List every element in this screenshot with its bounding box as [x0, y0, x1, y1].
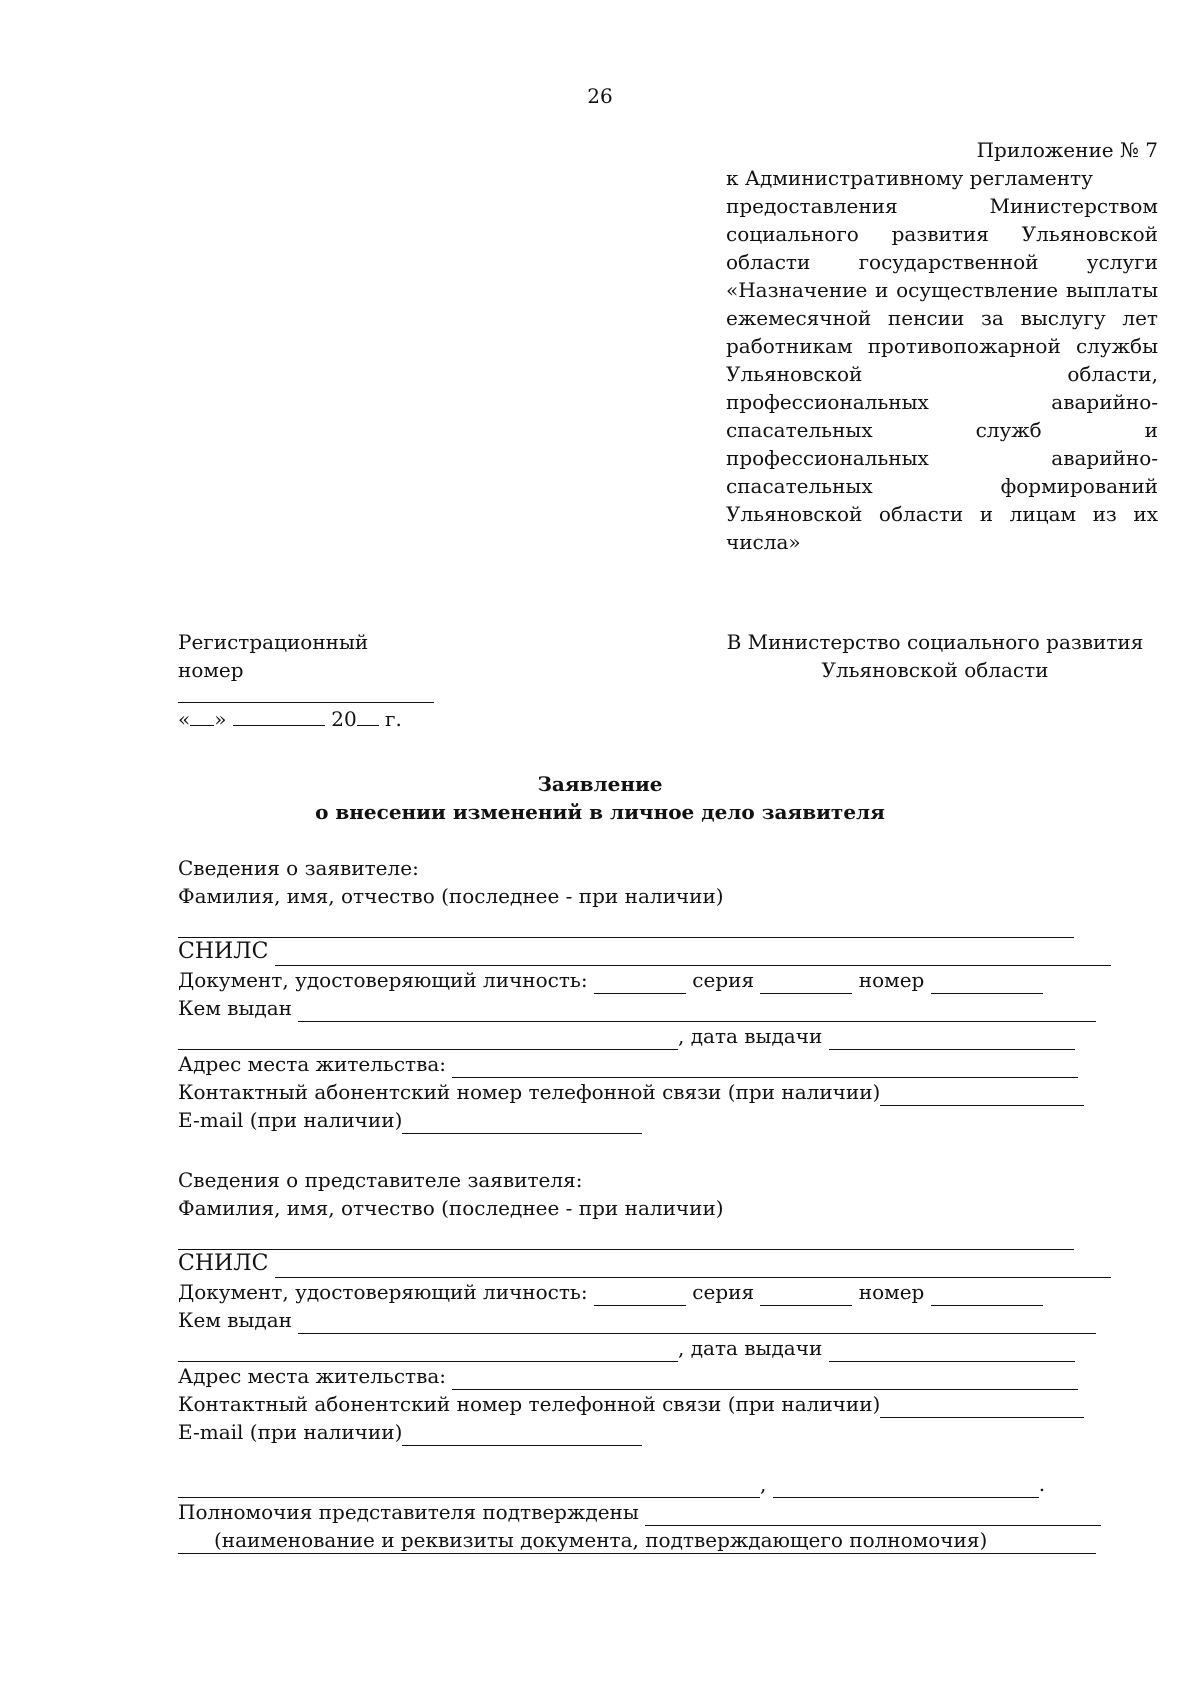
applicant-doc-label: Документ, удостоверяющий личность:	[178, 968, 588, 992]
applicant-series-field[interactable]	[760, 971, 852, 994]
applicant-doc-type-field[interactable]	[594, 971, 686, 994]
document-heading	[0, 770, 1200, 826]
representative-fio-label: Фамилия, имя, отчество (последнее - при наличии)	[178, 1196, 724, 1220]
date-open-quote: «	[178, 707, 191, 731]
heading-line-2: о внесении изменений в личное дело заявителя	[315, 800, 885, 824]
representative-snils-label: СНИЛС	[178, 1251, 269, 1276]
appendix-block	[726, 136, 1158, 556]
month-field[interactable]	[233, 703, 325, 726]
addressee-block	[700, 628, 1170, 684]
representative-issue-date-label: , дата выдачи	[678, 1336, 823, 1360]
authority-confirmed-label: Полномочия представителя подтверждены	[178, 1500, 639, 1524]
applicant-issued-by-field-2[interactable]	[178, 1027, 678, 1050]
day-field[interactable]	[190, 703, 214, 726]
applicant-address-field[interactable]	[452, 1055, 1078, 1078]
page-number: 26	[587, 84, 613, 108]
registration-label: Регистрационный номер	[178, 630, 369, 682]
applicant-snils-field[interactable]	[275, 943, 1111, 966]
representative-issued-by-label: Кем выдан	[178, 1308, 292, 1332]
representative-phone-label: Контактный абонентский номер телефонной связи (при наличии)	[178, 1392, 881, 1416]
authority-comma: ,	[760, 1472, 767, 1496]
authority-document-field[interactable]	[645, 1503, 1101, 1526]
year-field[interactable]	[357, 703, 379, 726]
applicant-section-title: Сведения о заявителе:	[178, 856, 419, 880]
authority-period: .	[1038, 1472, 1046, 1496]
authority-field-1[interactable]	[178, 1475, 760, 1498]
representative-phone-field[interactable]	[880, 1395, 1084, 1418]
date-close-quote: »	[214, 707, 227, 731]
representative-issued-by-field[interactable]	[298, 1311, 1096, 1334]
applicant-number-label: номер	[858, 968, 925, 992]
representative-snils-field[interactable]	[275, 1255, 1111, 1278]
representative-address-field[interactable]	[452, 1367, 1078, 1390]
applicant-issued-by-label: Кем выдан	[178, 996, 292, 1020]
appendix-body	[726, 164, 1158, 556]
year-suffix: г.	[385, 707, 402, 731]
representative-section-title: Сведения о представителе заявителя:	[178, 1168, 583, 1192]
registration-block	[178, 628, 438, 733]
applicant-email-label: E-mail (при наличии)	[178, 1108, 403, 1132]
applicant-series-label: серия	[692, 968, 755, 992]
addressee-line-1: В Министерство социального развития	[726, 630, 1144, 654]
authority-caption: (наименование и реквизиты документа, подтверждающего полномочия)	[214, 1528, 988, 1552]
applicant-phone-field[interactable]	[880, 1083, 1084, 1106]
representative-doc-label: Документ, удостоверяющий личность:	[178, 1280, 588, 1304]
representative-email-field[interactable]	[402, 1423, 642, 1446]
authority-document-field-2[interactable]	[178, 1553, 1096, 1554]
representative-issue-date-field[interactable]	[829, 1339, 1075, 1362]
applicant-issue-date-field[interactable]	[829, 1027, 1075, 1050]
representative-series-field[interactable]	[760, 1283, 852, 1306]
applicant-email-field[interactable]	[402, 1111, 642, 1134]
appendix-title: Приложение № 7	[976, 138, 1158, 162]
representative-number-label: номер	[858, 1280, 925, 1304]
representative-fio-field[interactable]	[178, 1227, 1074, 1250]
applicant-fio-label: Фамилия, имя, отчество (последнее - при наличии)	[178, 884, 724, 908]
representative-issued-by-field-2[interactable]	[178, 1339, 678, 1362]
applicant-section	[178, 854, 1118, 1134]
authority-section	[178, 1470, 1118, 1554]
representative-series-label: серия	[692, 1280, 755, 1304]
applicant-address-label: Адрес места жительства:	[178, 1052, 447, 1076]
applicant-phone-label: Контактный абонентский номер телефонной связи (при наличии)	[178, 1080, 881, 1104]
representative-number-field[interactable]	[931, 1283, 1043, 1306]
registration-date	[178, 703, 438, 733]
applicant-issue-date-label: , дата выдачи	[678, 1024, 823, 1048]
registration-number-field[interactable]	[178, 684, 434, 703]
applicant-snils-label: СНИЛС	[178, 939, 269, 964]
representative-section	[178, 1166, 1118, 1446]
appendix-lead: к Административному регламенту	[726, 166, 1093, 190]
representative-email-label: E-mail (при наличии)	[178, 1420, 403, 1444]
applicant-fio-field[interactable]	[178, 915, 1074, 938]
applicant-number-field[interactable]	[931, 971, 1043, 994]
representative-address-label: Адрес места жительства:	[178, 1364, 447, 1388]
year-prefix: 20	[331, 707, 357, 731]
applicant-issued-by-field[interactable]	[298, 999, 1096, 1022]
appendix-text: предоставления Министерством социального развития Ульяновской области государственной услуги «Назначение и осуществление выплаты ежемесячной пенсии за выслугу лет работникам противопожарной службы Ульяновской области, профессиональных аварийно-спасательных служб и профессиональных аварийно-спасательных формирований Ульяновской области и лицам из их числа»	[726, 194, 1158, 554]
heading-line-1: Заявление	[537, 772, 663, 796]
addressee-line-2: Ульяновской области	[821, 658, 1049, 682]
authority-field-2[interactable]	[773, 1475, 1039, 1498]
representative-doc-type-field[interactable]	[594, 1283, 686, 1306]
